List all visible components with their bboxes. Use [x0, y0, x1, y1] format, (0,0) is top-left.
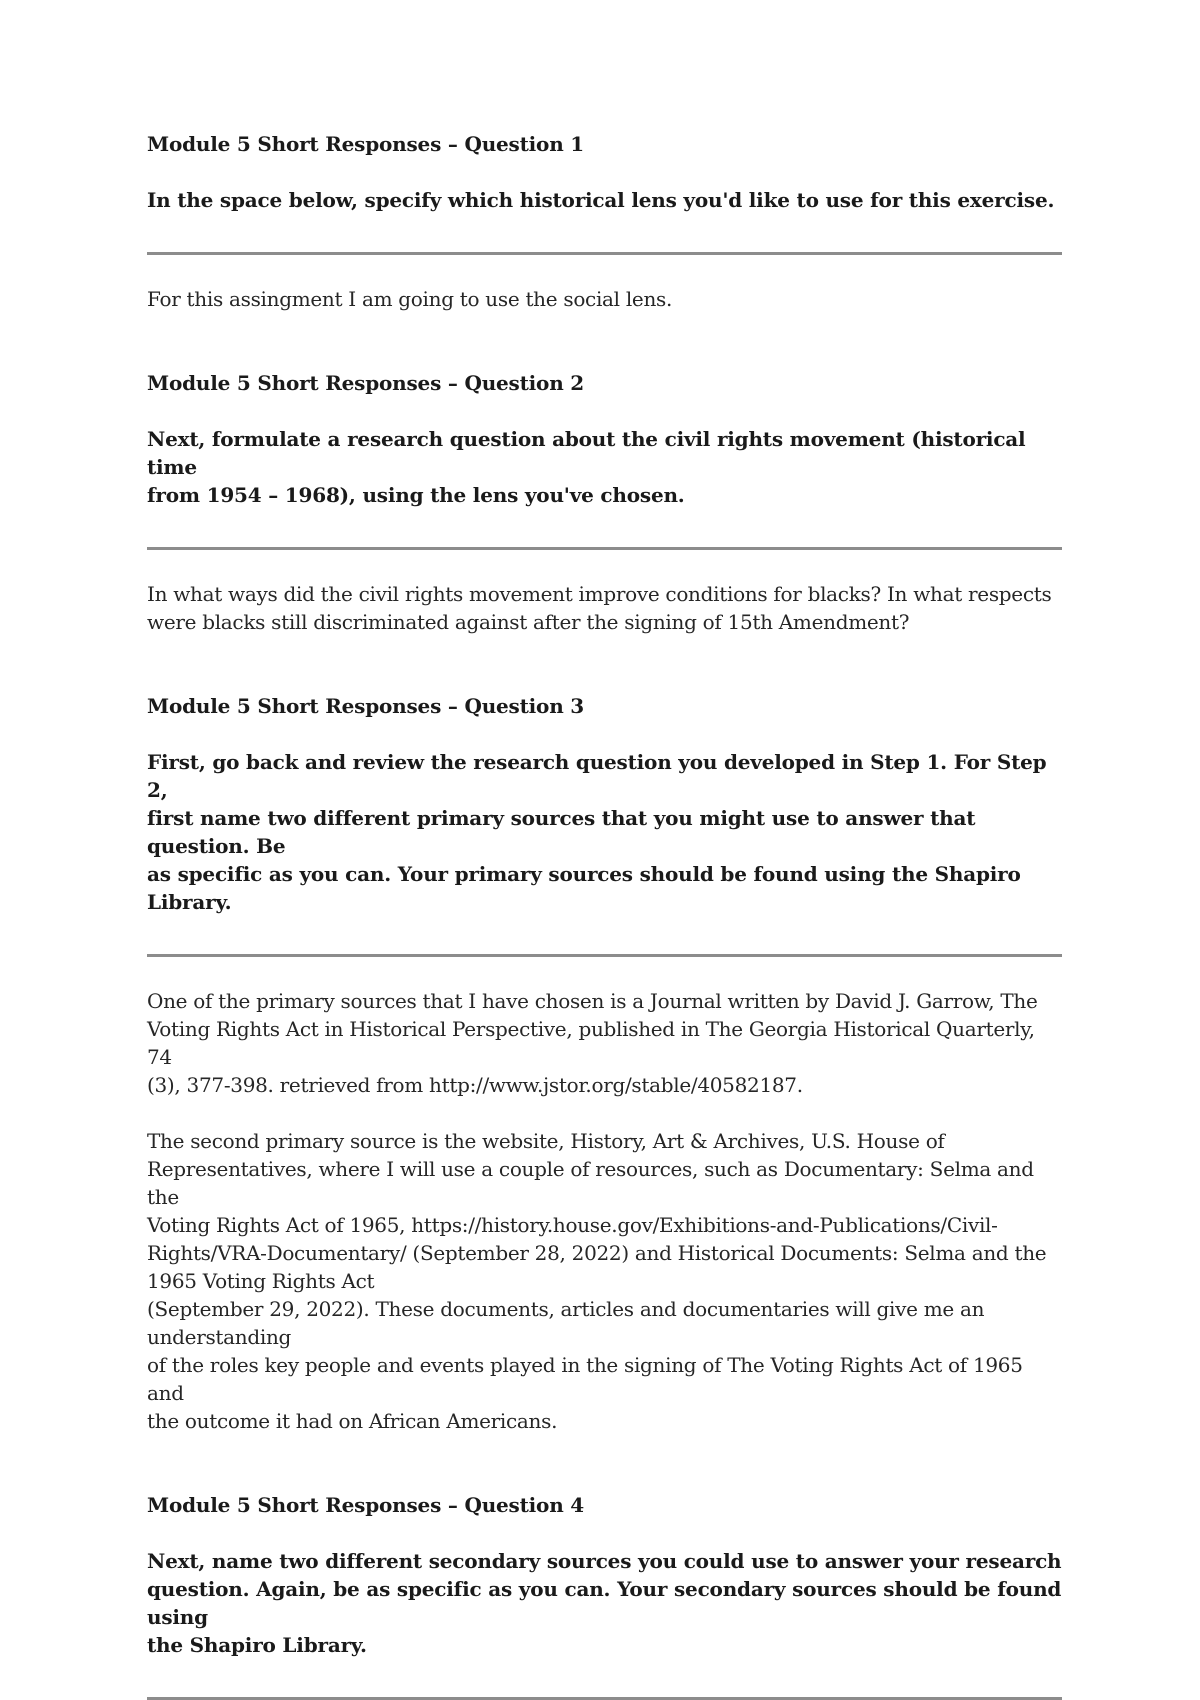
answer-line: (September 29, 2022). These documents, articles and documentaries will give me an [147, 1297, 985, 1321]
answer-line: The second primary source is the website, History, Art & Archives, U.S. House of [147, 1129, 945, 1153]
answer-line: Rights/VRA-Documentary/ (September 28, 2022) and Historical Documents: Selma and the [147, 1241, 1047, 1265]
question-1-prompt [147, 186, 1062, 214]
question-3-section [147, 692, 1062, 1435]
question-2-prompt-line: Next, formulate a research question about the civil rights movement (historical time [147, 427, 1026, 479]
answer-divider [147, 252, 1062, 255]
question-4-section [147, 1491, 1062, 1700]
question-3-heading: Module 5 Short Responses – Question 3 [147, 694, 585, 718]
question-4-prompt-line: Next, name two different secondary sources you could use to answer your research [147, 1549, 1062, 1573]
question-1-prompt-line: In the space below, specify which historical lens you'd like to use for this exercise. [147, 188, 1055, 212]
answer-line: of the roles key people and events played in the signing of The Voting Rights Act of 1965 and [147, 1353, 1023, 1405]
answer-line: Voting Rights Act of 1965, https://history.house.gov/Exhibitions-and-Publications/Civil- [147, 1213, 998, 1237]
answer-divider [147, 954, 1062, 957]
answer-line: In what ways did the civil rights movement improve conditions for blacks? In what respects [147, 582, 1052, 606]
question-4-heading: Module 5 Short Responses – Question 4 [147, 1493, 585, 1517]
answer-line: the outcome it had on African Americans. [147, 1409, 558, 1433]
question-1-section [147, 130, 1062, 313]
question-2-prompt-line: from 1954 – 1968), using the lens you've chosen. [147, 483, 685, 507]
answer-line: 1965 Voting Rights Act [147, 1269, 375, 1293]
document-page [147, 130, 1062, 1700]
question-3-prompt-line: First, go back and review the research question you developed in Step 1. For Step 2, [147, 750, 1047, 802]
question-1-answer [147, 285, 1062, 313]
question-4-prompt-line: the Shapiro Library. [147, 1633, 367, 1657]
answer-line: For this assingment I am going to use the social lens. [147, 287, 673, 311]
answer-line: Representatives, where I will use a couple of resources, such as Documentary: Selma and the [147, 1157, 1034, 1209]
answer-line: One of the primary sources that I have chosen is a Journal written by David J. Garrow, The [147, 989, 1038, 1013]
question-3-answer-1 [147, 987, 1062, 1099]
answer-line: understanding [147, 1325, 292, 1349]
question-2-section [147, 369, 1062, 636]
question-3-prompt [147, 748, 1062, 916]
question-4-prompt-line: question. Again, be as specific as you can. Your secondary sources should be found using [147, 1577, 1062, 1629]
question-4-prompt [147, 1547, 1062, 1659]
question-2-heading: Module 5 Short Responses – Question 2 [147, 371, 585, 395]
answer-line: (3), 377-398. retrieved from http://www.jstor.org/stable/40582187. [147, 1073, 803, 1097]
question-1-heading: Module 5 Short Responses – Question 1 [147, 132, 585, 156]
question-3-prompt-line: as specific as you can. Your primary sources should be found using the Shapiro Library. [147, 862, 1021, 914]
answer-divider [147, 547, 1062, 550]
answer-line: were blacks still discriminated against after the signing of 15th Amendment? [147, 610, 910, 634]
answer-line: Voting Rights Act in Historical Perspective, published in The Georgia Historical Quarterly, 74 [147, 1017, 1035, 1069]
question-3-prompt-line: first name two different primary sources that you might use to answer that question. Be [147, 806, 976, 858]
question-2-answer [147, 580, 1062, 636]
question-3-answer-2 [147, 1127, 1062, 1435]
question-2-prompt [147, 425, 1062, 509]
